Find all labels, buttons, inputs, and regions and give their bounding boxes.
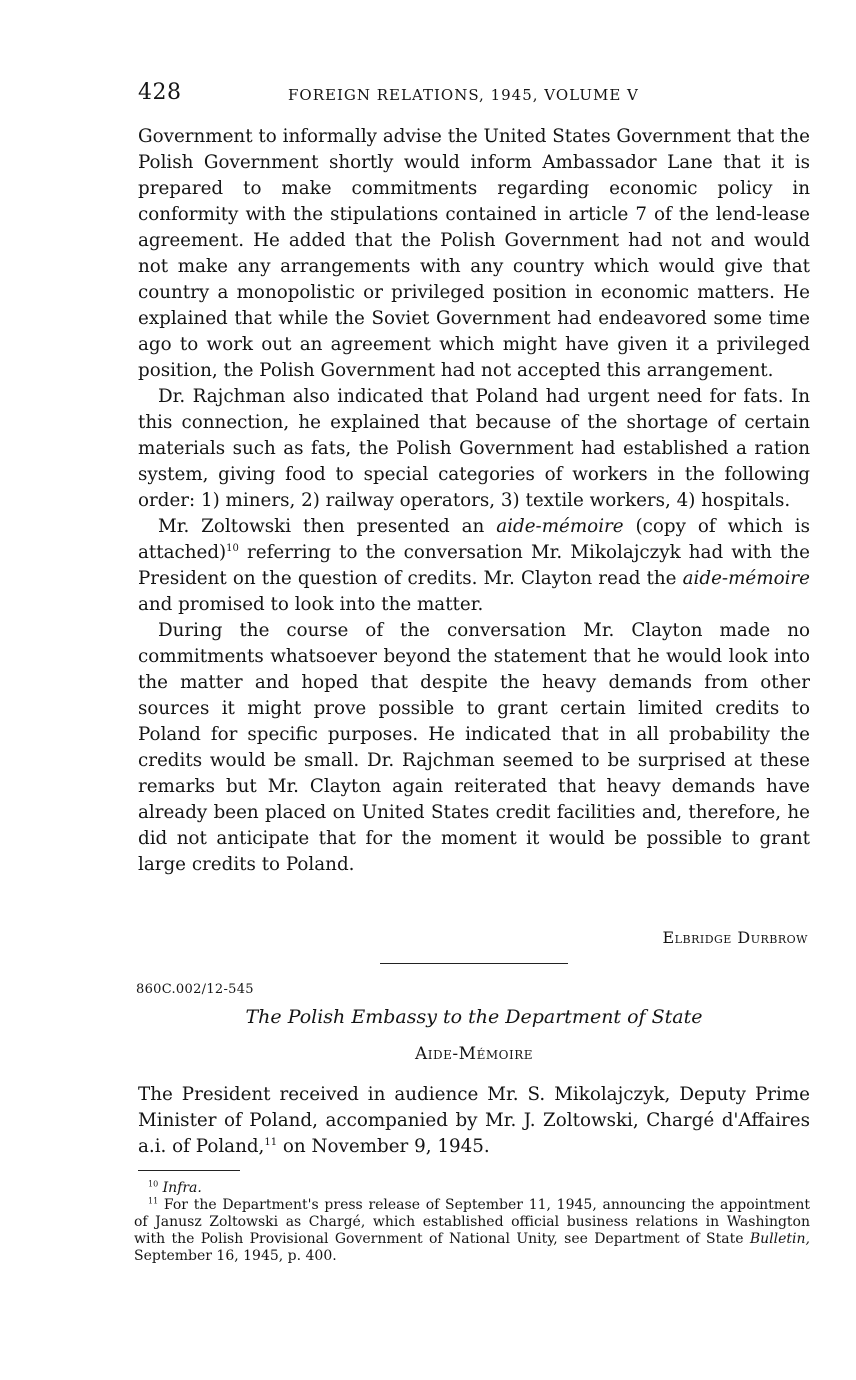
footnote-divider xyxy=(138,1170,240,1171)
paragraph-3 xyxy=(138,514,810,618)
page-header xyxy=(138,80,810,110)
memo-text-b: on November 9, 1945. xyxy=(277,1136,490,1157)
paragraph-3-text-a: Mr. Zoltowski then presented an xyxy=(158,516,497,537)
document-subtitle: Aide-Mémoire xyxy=(415,1044,533,1064)
document-title: The Polish Embassy to the Department of State xyxy=(245,1006,703,1028)
paragraph-3-text-d: and promised to look into the matter. xyxy=(138,594,484,615)
aide-memoire-term-1: aide-mémoire xyxy=(496,516,624,537)
footnote-10-marker: 10 xyxy=(148,1179,159,1189)
memo-text xyxy=(138,1082,810,1160)
signature: Elbridge Durbrow xyxy=(662,928,808,947)
paragraph-3-text-b: (copy of which is attached) xyxy=(138,516,811,563)
footnote-ref-11: 11 xyxy=(264,1136,278,1148)
footnote-11-text-a: For the Department's press release of September 11, 1945, announcing the appointment of Janusz Zoltowski as Chargé, which established official business relations in Washington with the Polish Provisional Government of National Unity, see Department of State xyxy=(134,1197,810,1247)
section-divider xyxy=(380,963,568,964)
footnote-11-bulletin: Bulletin, xyxy=(749,1231,810,1247)
footnote-10 xyxy=(134,1180,810,1197)
footnote-10-text: Infra. xyxy=(162,1180,202,1196)
paragraph-3-text-c: referring to the conversation Mr. Mikolajczyk had with the President on the question of credits. Mr. Clayton read the xyxy=(138,542,810,589)
memo-text-a: The President received in audience Mr. S. Mikolajczyk, Deputy Prime Minister of Poland, accompanied by Mr. J. Zoltowski, Chargé d'Affaires a.i. of Poland, xyxy=(138,1084,810,1157)
paragraph-1: Government to informally advise the United States Government that the Polish Government shortly would inform Ambassador Lane that it is prepared to make commitments regarding economic policy in conformity with the stipulations contained in article 7 of the lend-lease agreement. He added that the Polish Government had not and would not make any arrangements with any country which would give that country a monopolistic or privileged position in economic matters. He explained that while the Soviet Government had endeavored some time ago to work out an agreement which might have given it a privileged position, the Polish Government had not accepted this arrangement. xyxy=(138,126,810,381)
footnote-11-marker: 11 xyxy=(148,1196,159,1206)
paragraph-2: Dr. Rajchman also indicated that Poland had urgent need for fats. In this connection, he explained that because of the shortage of certain materials such as fats, the Polish Government had established a ration system, giving food to special categories of workers in the following order: 1) miners, 2) railway operators, 3) textile workers, 4) hospitals. xyxy=(138,386,810,511)
body-text xyxy=(138,124,810,878)
paragraph-4: During the course of the conversation Mr. Clayton made no commitments whatsoever beyond the statement that he would look into the matter and hoped that despite the heavy demands from other sources it might prove possible to grant certain limited credits to Poland for specific purposes. He indicated that in all probability the credits would be small. Dr. Rajchman seemed to be surprised at these remarks but Mr. Clayton again reiterated that heavy demands have already been placed on United States credit facilities and, therefore, he did not anticipate that for the moment it would be possible to grant large credits to Poland. xyxy=(138,620,810,875)
file-number: 860C.002/12-545 xyxy=(136,982,254,997)
footnote-11-text-b: September 16, 1945, p. 400. xyxy=(134,1248,337,1264)
footnote-ref-10: 10 xyxy=(226,542,239,554)
aide-memoire-term-2: aide-mémoire xyxy=(682,568,810,589)
footnotes xyxy=(134,1180,810,1265)
page-number: 428 xyxy=(138,80,182,105)
running-head: FOREIGN RELATIONS, 1945, VOLUME V xyxy=(288,86,639,104)
footnote-11 xyxy=(134,1197,810,1265)
